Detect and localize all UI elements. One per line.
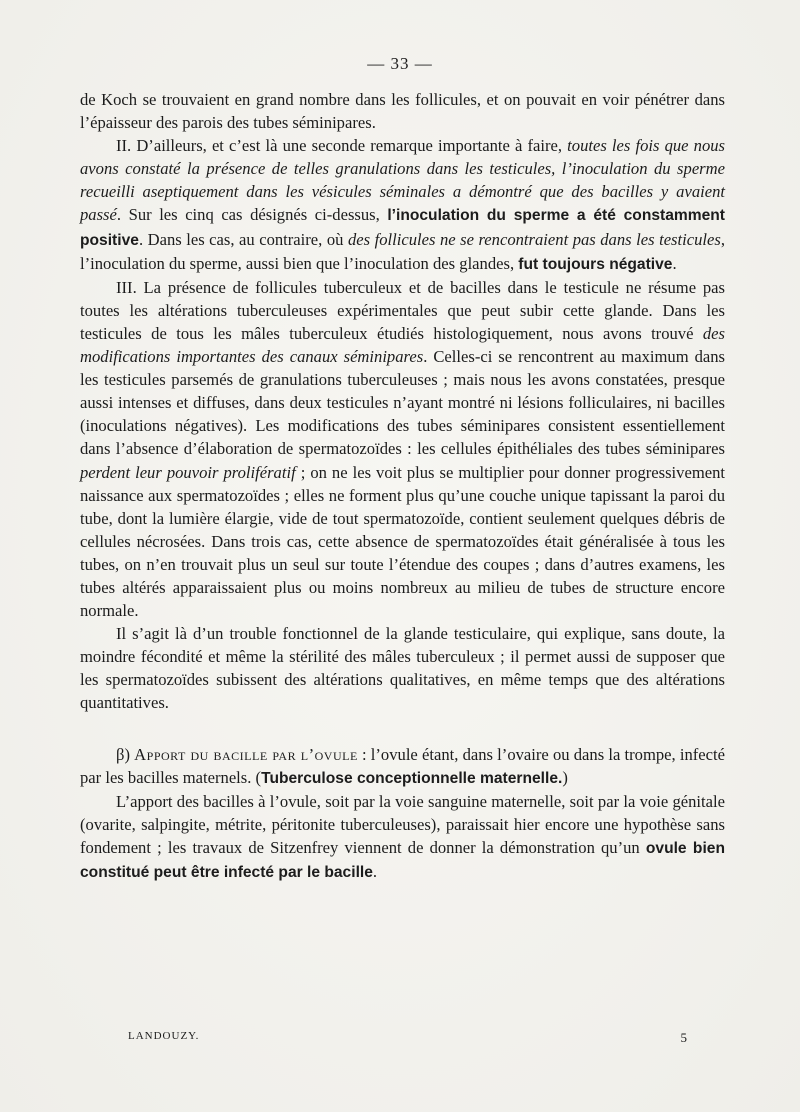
text-run: . Celles-ci se rencontrent au maximum dans les testicules parsemés de granulations tuberculeuses ; mais nous les avons constatées, presque aussi intenses et diffuses, dans deux testicules n’ayant montré ni lésions folliculaires, ni bacilles (inoculations négatives). Les modifications des tubes séminipares consistent essentiellement dans l’absence d’élaboration de spermatozoïdes : les cellules épithéliales des tubes séminipares bbox=[80, 347, 726, 459]
footer-signature: LANDOUZY. bbox=[128, 1030, 200, 1042]
bold-run: l’inoculation du sperme a été constamment positive bbox=[80, 207, 726, 249]
paragraph-3 bbox=[80, 276, 725, 622]
body-text bbox=[80, 88, 725, 884]
text-run: . Sur les cinq cas désignés ci-dessus, bbox=[116, 205, 388, 225]
text-run: . Dans les cas, au contraire, où bbox=[138, 229, 348, 249]
italic-run: toutes les fois que nous avons constaté la présence de telles granulations dans les testicules, l’inoculation du sperme recueilli aseptiquement dans les vésicules séminales a démontré que des bacilles y avaient passé bbox=[80, 136, 725, 225]
text-run: ; on ne les voit plus se multiplier pour donner progressivement naissance aux spermatozoïdes ; elles ne forment plus qu’une couche unique tapissant la paroi du tube, dont la lumière élargie, vide de tout spermatozoïde, contient seulement quelques débris de cellules nécrosées. Dans trois cas, cette absence de spermatozoïdes était généralisée à tous les tubes, on n’en trouvait plus un seul sur toute l’étendue des coupes ; dans d’autres examens, les tubes altérés apparaissaient plus ou moins nombreux au milieu de tubes de structure encore normale. bbox=[80, 462, 725, 621]
text-run: Il s’agit là d’un trouble fonctionnel de la glande testiculaire, qui explique, sans doute, la moindre fécondité et même la stérilité des mâles tuberculeux ; il permet aussi de supposer que les spermatozoïdes subissent des altérations qualitatives, en même temps que des altérations quantitatives. bbox=[80, 624, 725, 713]
page-number: — 33 — bbox=[367, 54, 433, 73]
bold-run: fut toujours négative bbox=[518, 255, 673, 273]
italic-run: des modifications importantes des canaux séminipares bbox=[80, 323, 725, 367]
paragraph-1 bbox=[80, 88, 725, 134]
footer-sheet-number: 5 bbox=[680, 1030, 688, 1045]
text-run: L’apport des bacilles à l’ovule, soit par la voie sanguine maternelle, soit par la voie génitale (ovarite, salpingite, métrite, péritonite tuberculeuses), paraissait hier encore une hypothèse sans fondement ; les travaux de Sitzenfrey viennent de donner la démonstration qu’un bbox=[80, 791, 725, 857]
text-run: , l’inoculation du sperme, aussi bien que l’inoculation des glandes, bbox=[80, 229, 725, 273]
text-run: : l’ovule étant, dans l’ovaire ou dans la trompe, infecté par les bacilles maternels. ( bbox=[80, 744, 726, 787]
section-heading: Apport du bacille par l’ovule bbox=[134, 744, 358, 764]
text-run: . bbox=[672, 253, 677, 273]
text-run: II. D’ailleurs, et c’est là une seconde remarque importante à faire, bbox=[116, 136, 568, 156]
paragraph-4 bbox=[80, 622, 725, 714]
italic-run: f bbox=[291, 462, 296, 482]
italic-run: perdent leur pouvoir proliférati bbox=[80, 462, 292, 482]
paragraph-6 bbox=[80, 790, 725, 884]
text-run: ) bbox=[562, 767, 568, 787]
bold-run: Tuberculose conceptionnelle maternelle. bbox=[261, 769, 563, 787]
italic-run: des follicules ne se rencontraient pas dans les testicules bbox=[347, 229, 721, 249]
text-run: . bbox=[372, 862, 378, 881]
paragraph-2 bbox=[80, 134, 725, 276]
text-run: de Koch se trouvaient en grand nombre dans les follicules, et on pouvait en voir pénétrer dans l’épaisseur des parois des tubes séminipares. bbox=[80, 90, 725, 133]
text-run: III. La présence de follicules tuberculeux et de bacilles dans le testicule ne résume pas toutes les altérations tuberculeuses expérimentales que peut subir cette glande. Dans les testicules de tous les mâles tuberculeux étudiés histologiquement, nous avons trouvé bbox=[80, 277, 725, 343]
paragraph-5 bbox=[80, 743, 725, 790]
bold-run: ovule bien constitué peut être infecté par le bacille bbox=[80, 839, 725, 881]
section-marker: β) bbox=[116, 744, 135, 764]
